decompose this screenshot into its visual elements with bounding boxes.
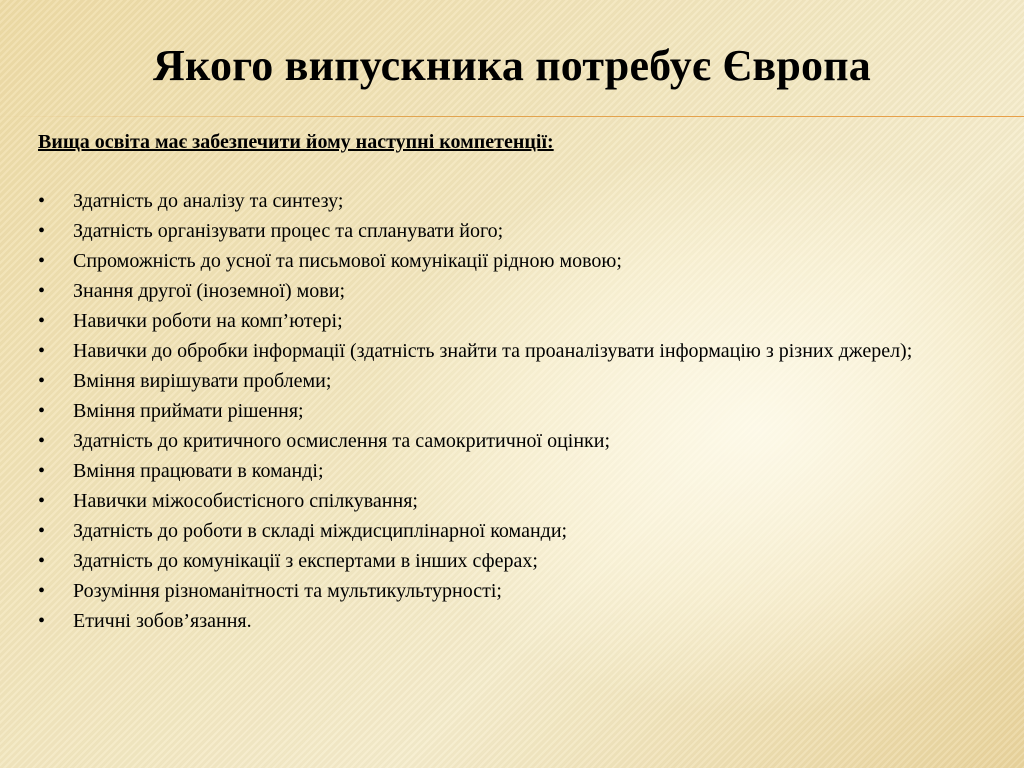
bullet-icon: • xyxy=(38,220,46,242)
list-item-text: Вміння вирішувати проблеми; xyxy=(73,370,332,392)
list-item-text: Вміння працювати в команді; xyxy=(73,460,324,482)
list-item-text: Спроможність до усної та письмової комунікації рідною мовою; xyxy=(73,250,622,272)
list-item xyxy=(38,336,998,366)
bullet-icon: • xyxy=(38,490,46,512)
list-item xyxy=(38,306,998,336)
list-item xyxy=(38,216,998,246)
bullet-icon: • xyxy=(38,610,46,632)
bullet-icon: • xyxy=(38,340,46,362)
bullet-icon: • xyxy=(38,520,46,542)
list-item xyxy=(38,366,998,396)
list-item-text: Здатність до роботи в складі міждисциплінарної команди; xyxy=(73,520,568,542)
bullet-icon: • xyxy=(38,400,46,422)
list-item-text: Вміння приймати рішення; xyxy=(73,400,304,422)
list-item xyxy=(38,276,998,306)
title-divider xyxy=(0,116,1024,117)
list-item-text: Етичні зобов’язання. xyxy=(73,610,252,632)
list-item-text: Навички роботи на комп’ютері; xyxy=(73,310,343,332)
bullet-icon: • xyxy=(38,370,46,392)
list-item-text: Здатність до критичного осмислення та самокритичної оцінки; xyxy=(73,430,611,452)
bullet-icon: • xyxy=(38,190,46,212)
list-item-text: Здатність організувати процес та спланувати його; xyxy=(73,220,504,242)
list-item xyxy=(38,456,998,486)
bullet-icon: • xyxy=(38,250,46,272)
list-item xyxy=(38,606,998,636)
list-item xyxy=(38,396,998,426)
list-item-text: Розуміння різноманітності та мультикультурності; xyxy=(73,580,502,602)
bullet-icon: • xyxy=(38,550,46,572)
list-item-text: Навички до обробки інформації (здатність знайти та проаналізувати інформацію з різних джерел); xyxy=(73,340,913,362)
list-item-text: Здатність до аналізу та синтезу; xyxy=(73,190,344,212)
bullet-icon: • xyxy=(38,310,46,332)
slide-body xyxy=(38,128,998,636)
bullet-icon: • xyxy=(38,430,46,452)
list-item xyxy=(38,426,998,456)
list-item xyxy=(38,576,998,606)
slide-title: Якого випускника потребує Європа xyxy=(153,41,871,90)
list-item xyxy=(38,246,998,276)
list-item-text: Здатність до комунікації з експертами в інших сферах; xyxy=(73,550,538,572)
bullet-icon: • xyxy=(38,580,46,602)
list-item xyxy=(38,546,998,576)
bullet-icon: • xyxy=(38,280,46,302)
list-item-text: Знання другої (іноземної) мови; xyxy=(73,280,346,302)
list-item-text: Навички міжособистісного спілкування; xyxy=(73,490,418,512)
competences-heading: Вища освіта має забезпечити йому наступні компетенції: xyxy=(38,131,554,153)
list-item xyxy=(38,486,998,516)
bullet-icon: • xyxy=(38,460,46,482)
list-item xyxy=(38,516,998,546)
competences-list xyxy=(38,186,998,636)
list-item xyxy=(38,186,998,216)
